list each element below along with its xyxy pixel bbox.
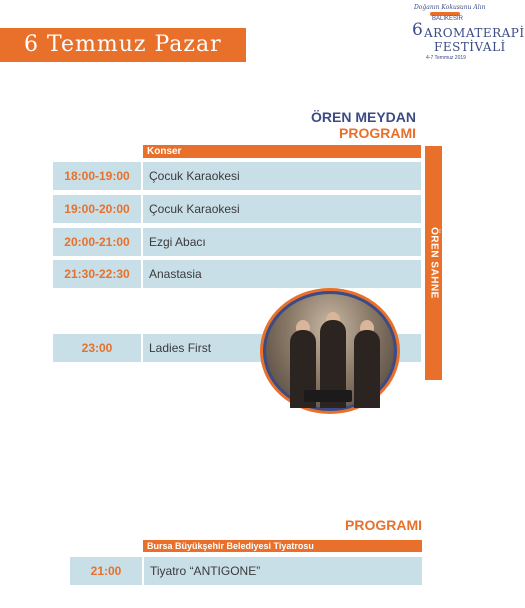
section1-title: ÖREN MEYDAN <box>310 109 416 125</box>
row-activity: Anastasia <box>143 260 421 288</box>
row-activity: Çocuk Karaokesi <box>143 162 421 190</box>
category-bar: Bursa Büyükşehir Belediyesi Tiyatrosu <box>143 540 422 552</box>
performer-figure <box>354 330 380 408</box>
row-time: 21:30-22:30 <box>53 260 141 288</box>
date-title: 6 Temmuz Pazar <box>24 32 222 57</box>
row-time: 23:00 <box>53 334 141 362</box>
logo-dates: 4-7 Temmuz 2019 <box>426 55 466 61</box>
festival-logo <box>402 4 525 64</box>
logo-city: BALIKESİR <box>432 16 464 22</box>
stage-side-bar <box>425 146 442 380</box>
stage-side-label: ÖREN SAHNE <box>428 227 439 299</box>
section2-title: PROGRAMI <box>345 517 422 533</box>
logo-line2: FESTİVALİ <box>434 40 506 54</box>
performers-photo <box>260 288 400 414</box>
row-time: 21:00 <box>70 557 142 585</box>
logo-line1: AROMATERAPİ <box>424 26 525 40</box>
row-time: 19:00-20:00 <box>53 195 141 223</box>
row-activity: Ladies First <box>143 334 421 362</box>
logo-number: 6 <box>412 20 423 40</box>
category-bar: Konser <box>143 145 421 158</box>
dj-desk <box>304 390 352 402</box>
section1-subtitle: PROGRAMI <box>339 125 416 141</box>
row-time: 18:00-19:00 <box>53 162 141 190</box>
performers-image <box>263 291 397 411</box>
row-activity: Ezgi Abacı <box>143 228 421 256</box>
row-activity: Çocuk Karaokesi <box>143 195 421 223</box>
row-time: 20:00-21:00 <box>53 228 141 256</box>
logo-slogan: Doğanın Kokusunu Alın <box>414 4 486 11</box>
row-activity: Tiyatro “ANTIGONE” <box>144 557 422 585</box>
